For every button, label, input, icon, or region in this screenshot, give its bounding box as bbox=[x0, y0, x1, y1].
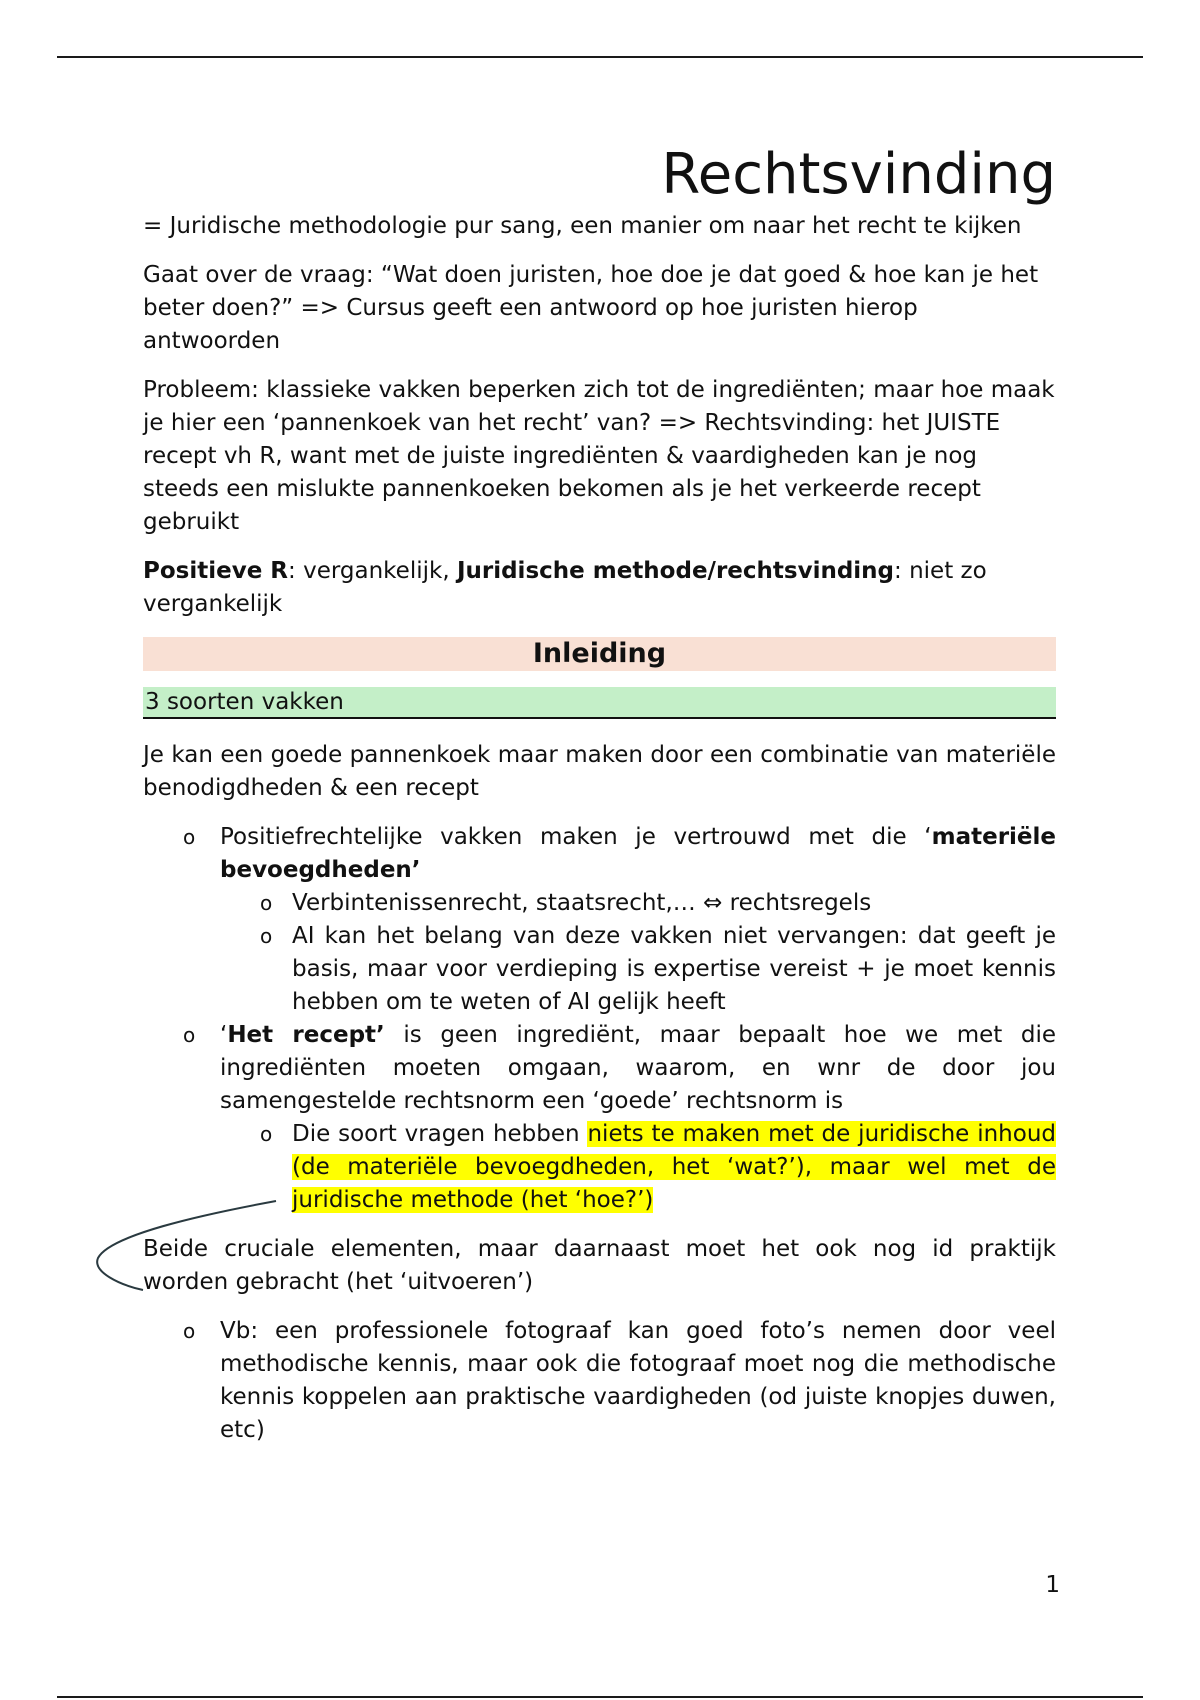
list-item bbox=[143, 821, 1056, 1019]
bullet-icon: o bbox=[183, 1023, 196, 1047]
bold-term-materiele-bevoegdheden: materiële bevoegdheden’ bbox=[220, 824, 1056, 883]
intro-paragraph-3: Probleem: klassieke vakken beperken zich tot de ingrediënten; maar hoe maak je hier een ‘pannenkoek van het recht’ van? => Rechtsvinding: het JUISTE recept vh R, want met de juiste ingrediënten & vaardigheden kan je nog steeds een mislukte pannenkoeken bekomen als je het verkeerde recept gebruikt bbox=[143, 377, 1055, 535]
page-title: Rechtsvinding bbox=[661, 142, 1056, 207]
text-span: ‘ bbox=[220, 1022, 228, 1048]
sub-list bbox=[148, 887, 1056, 1019]
footer-rule bbox=[57, 1696, 1143, 1698]
list-item-text: Vb: een professionele fotograaf kan goed foto’s nemen door veel methodische kennis, maar ook die fotograaf moet nog die methodische kennis koppelen aan praktische vaardigheden (od juiste knopjes duwen, etc) bbox=[220, 1318, 1056, 1443]
highlighted-text: niets te maken met de juridische inhoud (de materiële bevoegdheden, het ‘wat?’), maar wel met de juridische methode (het ‘hoe?’) bbox=[292, 1121, 1056, 1213]
intro-paragraph-4 bbox=[143, 555, 1056, 621]
bullet-icon: o bbox=[260, 924, 273, 948]
bullet-icon: o bbox=[260, 891, 273, 915]
list-item-text: Positiefrechtelijke vakken maken je vertrouwd met die ‘ bbox=[220, 824, 932, 850]
list-item bbox=[143, 1315, 1056, 1447]
section-paragraph-2: Beide cruciale elementen, maar daarnaast moet het ook nog id praktijk worden gebracht (het ‘uitvoeren’) bbox=[143, 1236, 1056, 1295]
bullet-icon: o bbox=[183, 1319, 196, 1343]
bullet-icon: o bbox=[260, 1122, 273, 1146]
list-item bbox=[143, 1019, 1056, 1217]
section-heading: Inleiding bbox=[143, 637, 1056, 671]
sub-list bbox=[148, 1118, 1056, 1217]
bold-term-juridische-methode: Juridische methode/rechtsvinding bbox=[456, 558, 895, 584]
sub-list-item bbox=[148, 887, 1056, 920]
bullet-list-1 bbox=[143, 821, 1056, 1217]
intro-paragraph-1: = Juridische methodologie pur sang, een manier om naar het recht te kijken bbox=[143, 213, 1022, 239]
bullet-icon: o bbox=[183, 825, 196, 849]
sub-list-item bbox=[148, 920, 1056, 1019]
page-number: 1 bbox=[1045, 1572, 1060, 1598]
bullet-list-2 bbox=[143, 1315, 1056, 1447]
bold-term-positieve-r: Positieve R bbox=[143, 558, 289, 584]
sub-list-item bbox=[148, 1118, 1056, 1217]
bold-term-het-recept: Het recept’ bbox=[227, 1022, 385, 1048]
document-body bbox=[143, 140, 1056, 1463]
list-item-text: is geen ingrediënt, maar bepaalt hoe we met die ingrediënten moeten omgaan, waarom, en wnr de door jou samengestelde rechtsnorm een ‘goede’ rechtsnorm is bbox=[220, 1022, 1056, 1114]
intro-paragraph-2: Gaat over de vraag: “Wat doen juristen, hoe doe je dat goed & hoe kan je het beter doen?” => Cursus geeft een antwoord op hoe juristen hierop antwoorden bbox=[143, 262, 1039, 354]
sub-list-item-text: AI kan het belang van deze vakken niet vervangen: dat geeft je basis, maar voor verdieping is expertise vereist + je moet kennis hebben om te weten of AI gelijk heeft bbox=[292, 923, 1056, 1015]
subsection-heading: 3 soorten vakken bbox=[143, 687, 1056, 719]
text-span: : niet zo vergankelijk bbox=[143, 558, 987, 617]
sub-list-item-text: Die soort vragen hebben bbox=[292, 1121, 588, 1147]
sub-list-item-text: Verbintenissenrecht, staatsrecht,… ⇔ rechtsregels bbox=[292, 890, 872, 916]
section-paragraph-1: Je kan een goede pannenkoek maar maken door een combinatie van materiële benodigdheden & een recept bbox=[143, 742, 1056, 801]
text-span: : vergankelijk, bbox=[288, 558, 457, 584]
